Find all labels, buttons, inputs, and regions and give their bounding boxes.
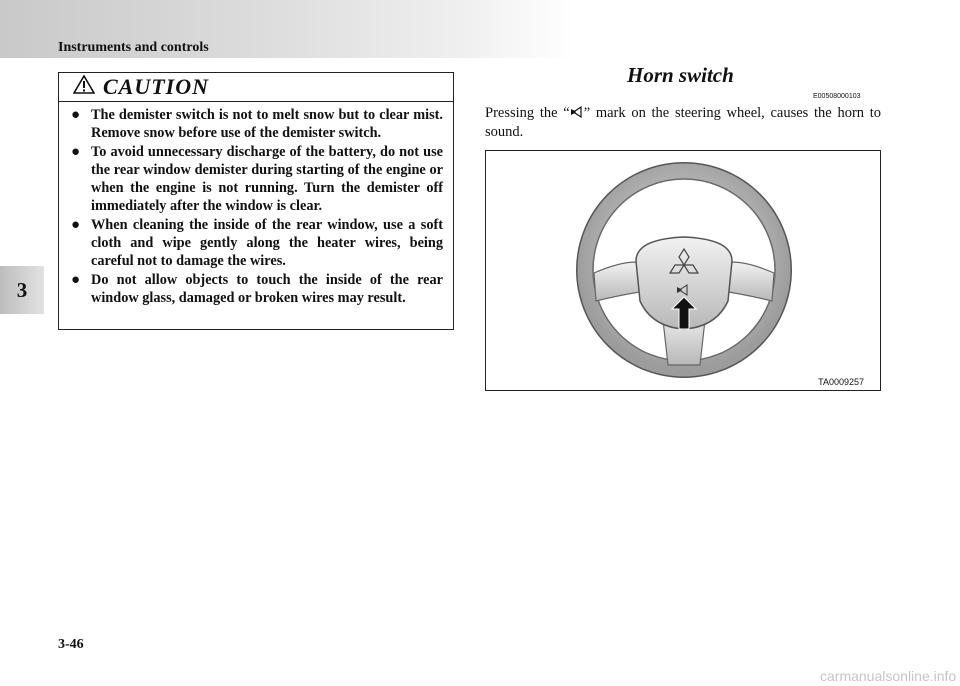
caution-header xyxy=(59,73,453,102)
caution-item xyxy=(71,106,443,142)
caution-item xyxy=(71,216,443,270)
caution-box xyxy=(58,72,454,330)
caution-item xyxy=(71,143,443,215)
horn-description xyxy=(485,104,881,142)
horn-icon xyxy=(570,105,584,117)
steering-wheel-figure xyxy=(485,150,881,391)
bullet-icon: ● xyxy=(71,217,81,233)
caution-item-text: When cleaning the inside of the rear window, use a soft cloth and wipe gently along the heater wires, being careful not to damage the wires. xyxy=(91,217,443,269)
caution-title: CAUTION xyxy=(103,74,210,99)
caution-item-text: Do not allow objects to touch the inside of the rear window glass, damaged or broken wires may result. xyxy=(91,272,443,306)
watermark: carmanualsonline.info xyxy=(820,668,957,684)
bullet-icon: ● xyxy=(71,272,81,288)
steering-wheel-illustration xyxy=(486,151,880,390)
description-text-end: ” mark on the steering wheel, causes the horn to sound. xyxy=(485,105,881,140)
bullet-icon: ● xyxy=(71,107,81,123)
chapter-tab: 3 xyxy=(0,266,44,314)
caution-item-text: To avoid unnecessary discharge of the battery, do not use the rear window demister during starting of the engine or when the engine is not running. Turn the demister off immediately after the window is clear. xyxy=(91,144,443,214)
caution-item-text: The demister switch is not to melt snow but to clear mist. Remove snow before use of the demister switch. xyxy=(91,107,443,141)
caution-item xyxy=(71,271,443,307)
horn-switch-heading: Horn switch xyxy=(627,63,734,87)
bullet-icon: ● xyxy=(71,144,81,160)
section-title: Instruments and controls xyxy=(58,40,209,55)
page-number: 3-46 xyxy=(58,637,84,652)
section-code: E00508000103 xyxy=(813,93,861,100)
warning-triangle-icon xyxy=(73,75,95,99)
figure-code: TA0009257 xyxy=(818,377,864,387)
description-text-start: Pressing the “ xyxy=(485,105,570,121)
caution-list xyxy=(59,106,453,307)
